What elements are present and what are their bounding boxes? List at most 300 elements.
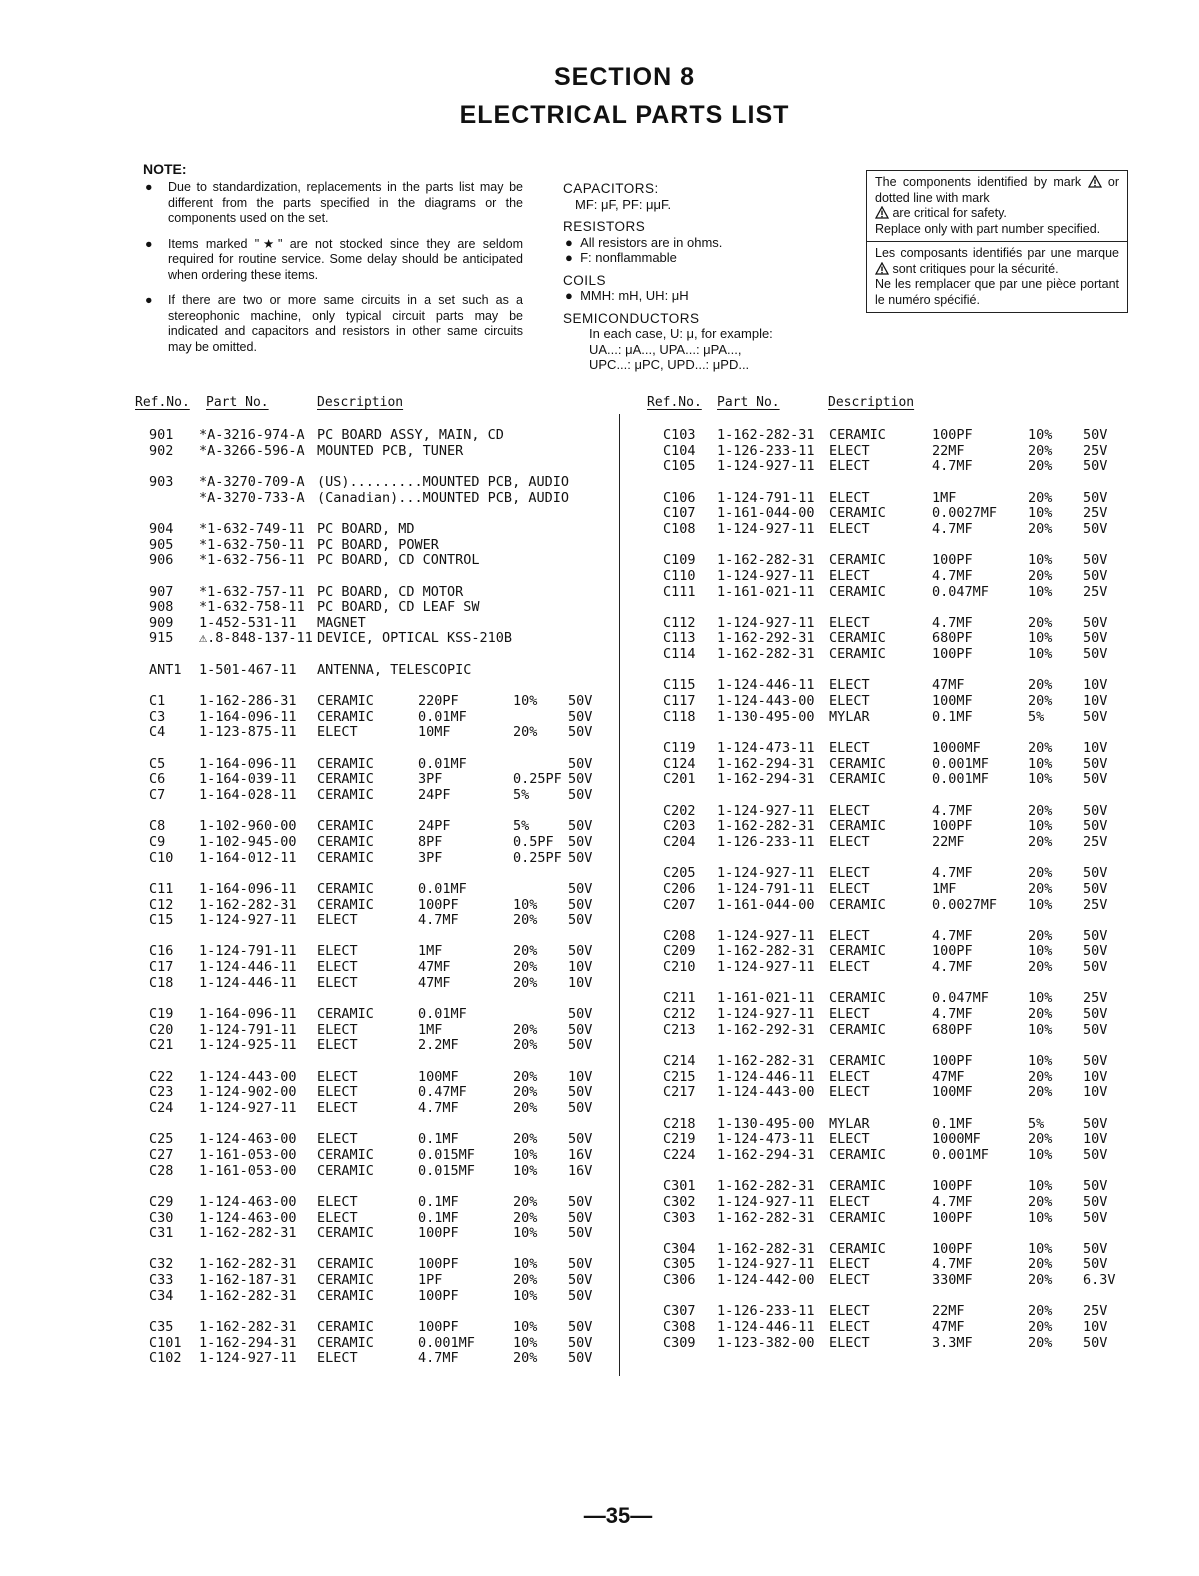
ref-no-cell: C7: [149, 786, 166, 803]
value-cell: 4.7MF: [932, 1256, 973, 1273]
tolerance-cell: 10%: [1028, 630, 1053, 647]
part-no-cell: 1-164-096-11: [199, 1006, 297, 1023]
voltage-cell: 50V: [1083, 1115, 1108, 1132]
resistors-line: ● All resistors are in ohms.: [565, 234, 723, 250]
ref-no-cell: C107: [663, 505, 696, 522]
description-cell: MYLAR: [829, 1115, 870, 1132]
description-cell: PC BOARD, CD MOTOR: [317, 583, 464, 600]
description-cell: MOUNTED PCB, TUNER: [317, 442, 464, 459]
ref-no-cell: C206: [663, 880, 696, 897]
tolerance-cell: 20%: [513, 1099, 538, 1116]
part-no-cell: 1-124-925-11: [199, 1037, 297, 1054]
value-cell: 100PF: [932, 818, 973, 835]
value-cell: 0.001MF: [418, 1334, 475, 1351]
voltage-cell: 25V: [1083, 505, 1108, 522]
ref-no-cell: C309: [663, 1334, 696, 1351]
ref-no-cell: C207: [663, 896, 696, 913]
value-cell: 4.7MF: [932, 865, 973, 882]
tolerance-cell: 20%: [513, 1021, 538, 1038]
description-cell: ELECT: [317, 1209, 358, 1226]
part-no-cell: 1-102-945-00: [199, 833, 297, 850]
voltage-cell: 50V: [1083, 427, 1108, 443]
value-cell: 100PF: [418, 896, 459, 913]
semiconductors-heading: SEMICONDUCTORS: [563, 310, 700, 326]
voltage-cell: 50V: [568, 1131, 593, 1148]
part-no-cell: *A-3270-709-A: [199, 473, 305, 490]
voltage-cell: 50V: [1083, 1334, 1108, 1351]
part-no-cell: 1-161-021-11: [717, 990, 815, 1007]
part-no-cell: 1-162-282-31: [717, 1209, 815, 1226]
part-no-cell: 1-164-012-11: [199, 849, 297, 866]
tolerance-cell: 10%: [513, 1162, 538, 1179]
ref-no-cell: C214: [663, 1053, 696, 1069]
voltage-cell: 50V: [568, 1350, 593, 1367]
tolerance-cell: 20%: [513, 959, 538, 976]
part-no-cell: 1-162-282-31: [199, 1256, 297, 1273]
value-cell: 2.2MF: [418, 1037, 459, 1054]
part-no-cell: 1-124-791-11: [199, 943, 297, 960]
tolerance-cell: 20%: [513, 943, 538, 960]
part-no-cell: 1-124-927-11: [717, 927, 815, 944]
value-cell: 0.1MF: [418, 1193, 459, 1210]
voltage-cell: 50V: [568, 849, 593, 866]
description-cell: CERAMIC: [317, 708, 374, 725]
part-no-cell: 1-124-927-11: [717, 567, 815, 584]
voltage-cell: 50V: [568, 1006, 593, 1023]
part-no-header: Part No.: [206, 395, 269, 410]
ref-no-cell: C124: [663, 755, 696, 772]
voltage-cell: 50V: [1083, 520, 1108, 537]
ref-no-cell: C212: [663, 1006, 696, 1023]
value-cell: 22MF: [932, 1303, 965, 1320]
part-no-cell: 1-452-531-11: [199, 614, 297, 631]
description-cell: ELECT: [317, 1193, 358, 1210]
ref-no-cell: C10: [149, 849, 174, 866]
tolerance-cell: 20%: [1028, 458, 1053, 475]
part-no-cell: 1-124-902-00: [199, 1084, 297, 1101]
part-no-cell: *A-3216-974-A: [199, 427, 305, 443]
description-cell: ELECT: [829, 1272, 870, 1289]
description-cell: ELECT: [829, 833, 870, 850]
description-cell: MYLAR: [829, 708, 870, 725]
part-no-cell: 1-124-927-11: [717, 1256, 815, 1273]
ref-no-cell: C217: [663, 1084, 696, 1101]
voltage-cell: 50V: [568, 755, 593, 772]
description-cell: CERAMIC: [317, 818, 374, 835]
tolerance-cell: 20%: [1028, 802, 1053, 819]
ref-no-cell: C109: [663, 552, 696, 569]
value-cell: 100PF: [418, 1256, 459, 1273]
ref-no-cell: C302: [663, 1193, 696, 1210]
ref-no-cell: C17: [149, 959, 174, 976]
safety-notice: [866, 170, 1128, 313]
part-no-cell: 1-130-495-00: [717, 1115, 815, 1132]
tolerance-cell: 5%: [1028, 708, 1045, 725]
ref-no-cell: C34: [149, 1287, 174, 1304]
ref-no-header: Ref.No.: [647, 395, 702, 410]
part-no-cell: 1-124-791-11: [199, 1021, 297, 1038]
tolerance-cell: 20%: [1028, 567, 1053, 584]
note-item: [143, 293, 523, 355]
voltage-cell: 50V: [568, 818, 593, 835]
description-cell: CERAMIC: [829, 1053, 886, 1069]
value-cell: 0.001MF: [932, 755, 989, 772]
ref-no-cell: C20: [149, 1021, 174, 1038]
ref-no-cell: C24: [149, 1099, 174, 1116]
part-no-cell: 1-124-443-00: [717, 1084, 815, 1101]
ref-no-cell: C15: [149, 912, 174, 929]
tolerance-cell: 20%: [1028, 1006, 1053, 1023]
ref-no-cell: C29: [149, 1193, 174, 1210]
value-cell: 0.1MF: [418, 1209, 459, 1226]
tolerance-cell: 20%: [1028, 1068, 1053, 1085]
ref-no-header: Ref.No.: [135, 395, 190, 410]
value-cell: 3.3MF: [932, 1334, 973, 1351]
description-cell: ELECT: [829, 1131, 870, 1148]
voltage-cell: 50V: [568, 786, 593, 803]
voltage-cell: 50V: [568, 1272, 593, 1289]
voltage-cell: 25V: [1083, 442, 1108, 459]
voltage-cell: 10V: [1083, 740, 1108, 756]
safety-notice-english: The components identified by mark or dotted line with mark are critical for safety. Replace only with part number specified.: [875, 175, 1119, 236]
ref-no-cell: C202: [663, 802, 696, 819]
description-cell: ELECT: [829, 959, 870, 976]
value-cell: 1PF: [418, 1272, 443, 1289]
ref-no-cell: C101: [149, 1334, 182, 1351]
part-no-cell: *1-632-757-11: [199, 583, 305, 600]
description-cell: CERAMIC: [829, 1021, 886, 1038]
description-cell: CERAMIC: [317, 771, 374, 788]
voltage-cell: 50V: [1083, 1240, 1108, 1257]
part-no-cell: 1-124-446-11: [717, 1319, 815, 1336]
ref-no-cell: C208: [663, 927, 696, 944]
voltage-cell: 50V: [568, 1037, 593, 1054]
capacitors-heading: CAPACITORS:: [563, 181, 659, 196]
ref-no-cell: 904: [149, 520, 174, 537]
part-no-cell: *1-632-750-11: [199, 536, 305, 553]
description-cell: CERAMIC: [317, 1272, 374, 1289]
voltage-cell: 50V: [1083, 943, 1108, 960]
value-cell: 24PF: [418, 818, 451, 835]
part-no-cell: 1-124-463-00: [199, 1209, 297, 1226]
part-no-cell: 1-124-446-11: [717, 677, 815, 694]
part-no-cell: *A-3270-733-A: [199, 489, 305, 506]
ref-no-cell: C104: [663, 442, 696, 459]
part-no-cell: *1-632-756-11: [199, 552, 305, 569]
value-cell: 100PF: [932, 427, 973, 443]
tolerance-cell: 10%: [513, 1256, 538, 1273]
value-cell: 0.01MF: [418, 1006, 467, 1023]
value-cell: 0.0027MF: [932, 896, 998, 913]
ref-no-cell: C115: [663, 677, 696, 694]
ref-no-cell: C111: [663, 583, 696, 600]
semiconductors-line: UA...: μA..., UPA...: μPA...,: [589, 341, 742, 357]
part-no-cell: 1-161-021-11: [717, 583, 815, 600]
description-cell: ELECT: [829, 1006, 870, 1023]
tolerance-cell: 10%: [1028, 1021, 1053, 1038]
safety-notice-french: Les composants identifiés par une marque sont critiques pour la sécurité. Ne les remplacer que par une pièce portant le numéro spécifié.: [867, 241, 1127, 312]
description-cell: CERAMIC: [317, 1256, 374, 1273]
description-cell: CERAMIC: [317, 786, 374, 803]
tolerance-cell: 10%: [513, 1225, 538, 1242]
voltage-cell: 50V: [1083, 959, 1108, 976]
ref-no-cell: C105: [663, 458, 696, 475]
description-cell: (US).........MOUNTED PCB, AUDIO: [317, 473, 569, 490]
description-cell: ELECT: [829, 740, 870, 756]
column-divider: [619, 414, 620, 1376]
voltage-cell: 50V: [568, 1334, 593, 1351]
value-cell: 100PF: [932, 1240, 973, 1257]
value-cell: 3PF: [418, 849, 443, 866]
tolerance-cell: 10%: [1028, 646, 1053, 663]
value-cell: 47MF: [418, 959, 451, 976]
description-cell: ELECT: [829, 614, 870, 631]
voltage-cell: 50V: [1083, 1178, 1108, 1195]
tolerance-cell: 10%: [1028, 818, 1053, 835]
part-no-cell: 1-162-282-31: [717, 818, 815, 835]
description-cell: CERAMIC: [317, 880, 374, 897]
voltage-cell: 50V: [1083, 818, 1108, 835]
part-no-cell: 1-124-446-11: [199, 974, 297, 991]
description-cell: CERAMIC: [829, 990, 886, 1007]
value-cell: 4.7MF: [418, 1099, 459, 1116]
value-cell: 100PF: [932, 552, 973, 569]
tolerance-cell: 20%: [1028, 1272, 1053, 1289]
tolerance-cell: 20%: [513, 724, 538, 741]
description-cell: ELECT: [317, 1084, 358, 1101]
description-cell: CERAMIC: [317, 755, 374, 772]
part-no-cell: 1-124-463-00: [199, 1131, 297, 1148]
ref-no-cell: C224: [663, 1146, 696, 1163]
part-no-cell: 1-123-875-11: [199, 724, 297, 741]
description-cell: ELECT: [317, 1131, 358, 1148]
value-cell: 4.7MF: [932, 802, 973, 819]
part-no-cell: 1-162-292-31: [717, 630, 815, 647]
tolerance-cell: 10%: [513, 1146, 538, 1163]
voltage-cell: 50V: [1083, 1209, 1108, 1226]
part-no-cell: 1-162-282-31: [199, 1225, 297, 1242]
value-cell: 680PF: [932, 630, 973, 647]
description-cell: CERAMIC: [829, 552, 886, 569]
description-cell: DEVICE, OPTICAL KSS-210B: [317, 630, 513, 647]
description-header: Description: [317, 395, 404, 410]
part-no-cell: 1-124-473-11: [717, 740, 815, 756]
value-cell: 24PF: [418, 786, 451, 803]
voltage-cell: 10V: [568, 974, 593, 991]
ref-no-cell: C6: [149, 771, 166, 788]
voltage-cell: 16V: [568, 1146, 593, 1163]
value-cell: 0.1MF: [932, 1115, 973, 1132]
voltage-cell: 50V: [568, 693, 593, 710]
part-no-cell: 1-162-282-31: [717, 552, 815, 569]
tolerance-cell: 20%: [513, 1272, 538, 1289]
description-cell: CERAMIC: [829, 818, 886, 835]
description-cell: CERAMIC: [829, 943, 886, 960]
description-cell: CERAMIC: [829, 427, 886, 443]
description-cell: ELECT: [317, 1350, 358, 1367]
part-no-cell: 1-123-382-00: [717, 1334, 815, 1351]
ref-no-cell: C112: [663, 614, 696, 631]
ref-no-cell: C103: [663, 427, 696, 443]
ref-no-cell: C19: [149, 1006, 174, 1023]
tolerance-cell: 10%: [1028, 1178, 1053, 1195]
tolerance-cell: 5%: [1028, 1115, 1045, 1132]
voltage-cell: 50V: [1083, 927, 1108, 944]
part-no-cell: 1-124-791-11: [717, 880, 815, 897]
voltage-cell: 50V: [1083, 755, 1108, 772]
tolerance-cell: 20%: [513, 912, 538, 929]
ref-no-cell: ANT1: [149, 661, 182, 678]
bullet-icon: ●: [145, 236, 153, 251]
part-no-cell: 1-124-927-11: [717, 1006, 815, 1023]
description-cell: ELECT: [317, 974, 358, 991]
bullet-icon: ●: [145, 180, 153, 194]
voltage-cell: 50V: [1083, 802, 1108, 819]
description-cell: CERAMIC: [317, 896, 374, 913]
ref-no-cell: 906: [149, 552, 174, 569]
description-cell: ELECT: [829, 1068, 870, 1085]
voltage-cell: 50V: [568, 1225, 593, 1242]
ref-no-cell: 903: [149, 473, 174, 490]
description-cell: ELECT: [317, 943, 358, 960]
description-cell: PC BOARD, CD LEAF SW: [317, 599, 480, 616]
part-no-cell: 1-162-292-31: [717, 1021, 815, 1038]
part-no-cell: 1-126-233-11: [717, 1303, 815, 1320]
part-no-cell: 1-162-294-31: [717, 771, 815, 788]
value-cell: 4.7MF: [932, 567, 973, 584]
tolerance-cell: 20%: [1028, 1303, 1053, 1320]
description-cell: ELECT: [829, 567, 870, 584]
part-no-cell: 1-126-233-11: [717, 833, 815, 850]
part-no-cell: 1-164-028-11: [199, 786, 297, 803]
ref-no-cell: C30: [149, 1209, 174, 1226]
description-cell: ELECT: [317, 1068, 358, 1085]
description-cell: ELECT: [317, 1021, 358, 1038]
value-cell: 4.7MF: [418, 1350, 459, 1367]
note-text: Items marked "★" are not stocked since they are seldom required for routine service. Some delay should be anticipated when ordering these items.: [168, 236, 523, 282]
tolerance-cell: 20%: [1028, 693, 1053, 710]
value-cell: 680PF: [932, 1021, 973, 1038]
tolerance-cell: 10%: [1028, 552, 1053, 569]
warning-triangle-icon: [1088, 175, 1102, 188]
value-cell: 1MF: [932, 489, 957, 506]
ref-no-cell: 901: [149, 427, 174, 443]
voltage-cell: 50V: [568, 896, 593, 913]
value-cell: 0.47MF: [418, 1084, 467, 1101]
resistors-heading: RESISTORS: [563, 219, 646, 234]
value-cell: 0.001MF: [932, 771, 989, 788]
voltage-cell: 50V: [1083, 1193, 1108, 1210]
description-cell: ELECT: [317, 959, 358, 976]
ref-no-cell: C204: [663, 833, 696, 850]
description-cell: ELECT: [829, 458, 870, 475]
value-cell: 4.7MF: [932, 927, 973, 944]
part-no-cell: 1-102-960-00: [199, 818, 297, 835]
tolerance-cell: 20%: [1028, 677, 1053, 694]
tolerance-cell: 20%: [1028, 1193, 1053, 1210]
tolerance-cell: 20%: [1028, 1131, 1053, 1148]
page-title: ELECTRICAL PARTS LIST: [459, 101, 790, 129]
ref-no-cell: C114: [663, 646, 696, 663]
voltage-cell: 50V: [1083, 614, 1108, 631]
value-cell: 0.015MF: [418, 1146, 475, 1163]
tolerance-cell: 10%: [513, 693, 538, 710]
part-no-cell: 1-161-053-00: [199, 1162, 297, 1179]
value-cell: 1000MF: [932, 1131, 981, 1148]
value-cell: 100PF: [418, 1225, 459, 1242]
ref-no-cell: 915: [149, 630, 174, 647]
description-cell: CERAMIC: [317, 1225, 374, 1242]
part-no-cell: 1-124-791-11: [717, 489, 815, 506]
part-no-cell: 1-161-053-00: [199, 1146, 297, 1163]
description-cell: ELECT: [829, 489, 870, 506]
tolerance-cell: 20%: [1028, 1319, 1053, 1336]
description-cell: CERAMIC: [317, 1319, 374, 1336]
tolerance-cell: 10%: [513, 1334, 538, 1351]
ref-no-cell: C308: [663, 1319, 696, 1336]
ref-no-cell: C119: [663, 740, 696, 756]
description-cell: CERAMIC: [317, 833, 374, 850]
voltage-cell: 50V: [1083, 458, 1108, 475]
value-cell: 100MF: [932, 1084, 973, 1101]
ref-no-cell: C108: [663, 520, 696, 537]
part-no-cell: ⚠.8-848-137-11: [199, 630, 313, 647]
value-cell: 100PF: [418, 1319, 459, 1336]
description-cell: CERAMIC: [829, 1178, 886, 1195]
tolerance-cell: 20%: [1028, 865, 1053, 882]
voltage-cell: 50V: [1083, 552, 1108, 569]
tolerance-cell: 10%: [1028, 1146, 1053, 1163]
tolerance-cell: 10%: [1028, 505, 1053, 522]
tolerance-cell: 20%: [1028, 442, 1053, 459]
description-cell: CERAMIC: [317, 1287, 374, 1304]
ref-no-cell: C5: [149, 755, 166, 772]
part-no-cell: 1-130-495-00: [717, 708, 815, 725]
voltage-cell: 10V: [568, 959, 593, 976]
description-cell: PC BOARD, CD CONTROL: [317, 552, 480, 569]
bullet-icon: ●: [145, 293, 153, 307]
part-no-cell: 1-162-282-31: [199, 1319, 297, 1336]
ref-no-cell: C118: [663, 708, 696, 725]
value-cell: 4.7MF: [932, 614, 973, 631]
value-cell: 330MF: [932, 1272, 973, 1289]
description-cell: ELECT: [829, 520, 870, 537]
ref-no-cell: C32: [149, 1256, 174, 1273]
tolerance-cell: 10%: [1028, 583, 1053, 600]
ref-no-cell: C306: [663, 1272, 696, 1289]
value-cell: 4.7MF: [932, 959, 973, 976]
description-cell: ELECT: [829, 1334, 870, 1351]
ref-no-cell: C110: [663, 567, 696, 584]
voltage-cell: 50V: [1083, 1256, 1108, 1273]
unit-legend: [563, 178, 853, 373]
part-no-cell: 1-124-927-11: [717, 959, 815, 976]
tolerance-cell: 20%: [1028, 927, 1053, 944]
tolerance-cell: 20%: [1028, 880, 1053, 897]
ref-no-cell: C303: [663, 1209, 696, 1226]
description-cell: CERAMIC: [829, 755, 886, 772]
ref-no-cell: C210: [663, 959, 696, 976]
value-cell: 0.047MF: [932, 990, 989, 1007]
voltage-cell: 50V: [568, 1099, 593, 1116]
part-no-cell: 1-162-294-31: [717, 1146, 815, 1163]
part-no-cell: 1-124-446-11: [199, 959, 297, 976]
description-cell: CERAMIC: [317, 1006, 374, 1023]
part-no-cell: 1-124-463-00: [199, 1193, 297, 1210]
value-cell: 0.015MF: [418, 1162, 475, 1179]
tolerance-cell: 20%: [513, 1068, 538, 1085]
tolerance-cell: 20%: [513, 1350, 538, 1367]
